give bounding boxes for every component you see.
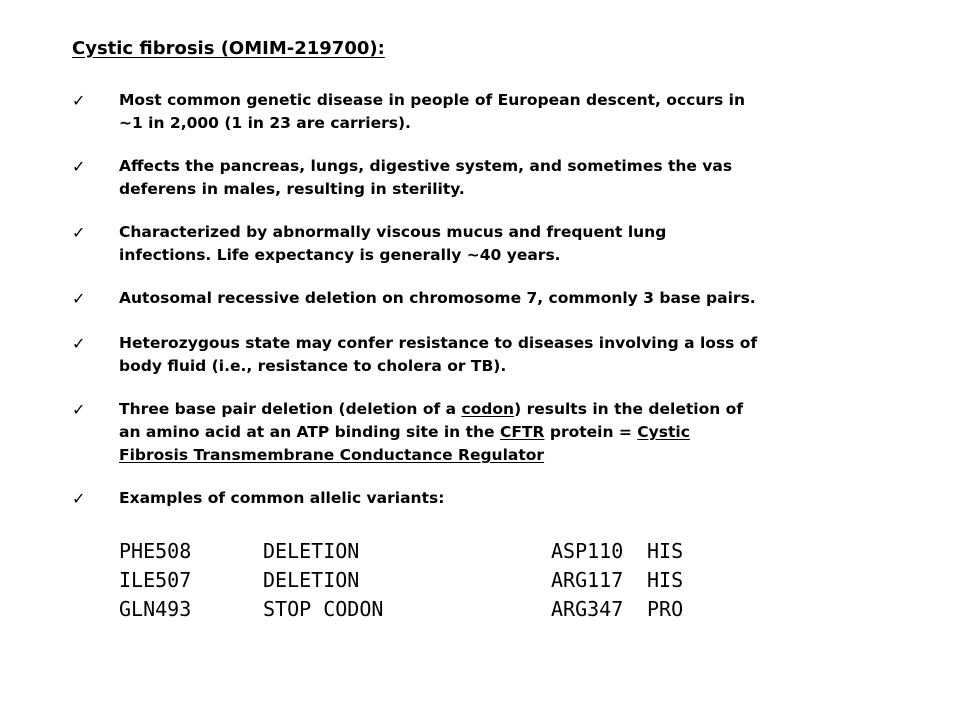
checkmark-icon: ✓ — [72, 223, 86, 242]
bullet-text-line: body fluid (i.e., resistance to cholera or TB). — [119, 357, 507, 375]
page-title: Cystic fibrosis (OMIM-219700): — [72, 38, 385, 59]
variant-cell: HIS — [647, 539, 684, 563]
variant-cell: ASP110 — [551, 539, 624, 563]
checkmark-icon: ✓ — [72, 157, 86, 176]
bullet-item — [72, 89, 892, 135]
bullet-item — [72, 487, 892, 510]
checkmark-icon: ✓ — [72, 400, 86, 419]
variant-cell: PHE508 — [119, 539, 192, 563]
variant-cell: ARG117 — [551, 568, 624, 592]
checkmark-icon: ✓ — [72, 289, 86, 308]
variant-cell: ARG347 — [551, 597, 624, 621]
bullet-text-line: Heterozygous state may confer resistance to diseases involving a loss of — [119, 334, 758, 352]
bullet-text-line: Characterized by abnormally viscous mucus and frequent lung — [119, 223, 667, 241]
variant-cell: ILE507 — [119, 568, 192, 592]
bullet-text-line: Three base pair deletion (deletion of a codon) results in the deletion of — [119, 400, 744, 418]
bullet-text-line: infections. Life expectancy is generally ~40 years. — [119, 246, 561, 264]
variant-cell: PRO — [647, 597, 684, 621]
variant-cell: DELETION — [263, 539, 360, 563]
bullet-text-line: Most common genetic disease in people of European descent, occurs in — [119, 91, 745, 109]
bullet-text-line: Examples of common allelic variants: — [119, 489, 445, 507]
variant-cell: DELETION — [263, 568, 360, 592]
bullet-item — [72, 287, 892, 310]
bullet-text-line: Fibrosis Transmembrane Conductance Regulator — [119, 446, 545, 464]
bullet-text-line: an amino acid at an ATP binding site in the CFTR protein = Cystic — [119, 423, 690, 441]
cftr-term: CFTR — [499, 423, 545, 441]
cystic-term: Cystic — [637, 423, 690, 441]
bullet-item — [72, 332, 892, 378]
bullet-text-line: Autosomal recessive deletion on chromosome 7, commonly 3 base pairs. — [119, 289, 756, 307]
variant-cell: GLN493 — [119, 597, 192, 621]
variant-cell: STOP CODON — [263, 597, 384, 621]
codon-term: codon — [461, 400, 515, 418]
checkmark-icon: ✓ — [72, 489, 86, 508]
bullet-item — [72, 221, 892, 267]
bullet-text-line: Affects the pancreas, lungs, digestive system, and sometimes the vas — [119, 157, 733, 175]
bullet-text-line: ~1 in 2,000 (1 in 23 are carriers). — [119, 114, 411, 132]
checkmark-icon: ✓ — [72, 334, 86, 353]
bullet-item — [72, 398, 892, 467]
variant-cell: HIS — [647, 568, 684, 592]
bullet-item — [72, 155, 892, 201]
checkmark-icon: ✓ — [72, 91, 86, 110]
bullet-text-line: deferens in males, resulting in sterility. — [119, 180, 465, 198]
